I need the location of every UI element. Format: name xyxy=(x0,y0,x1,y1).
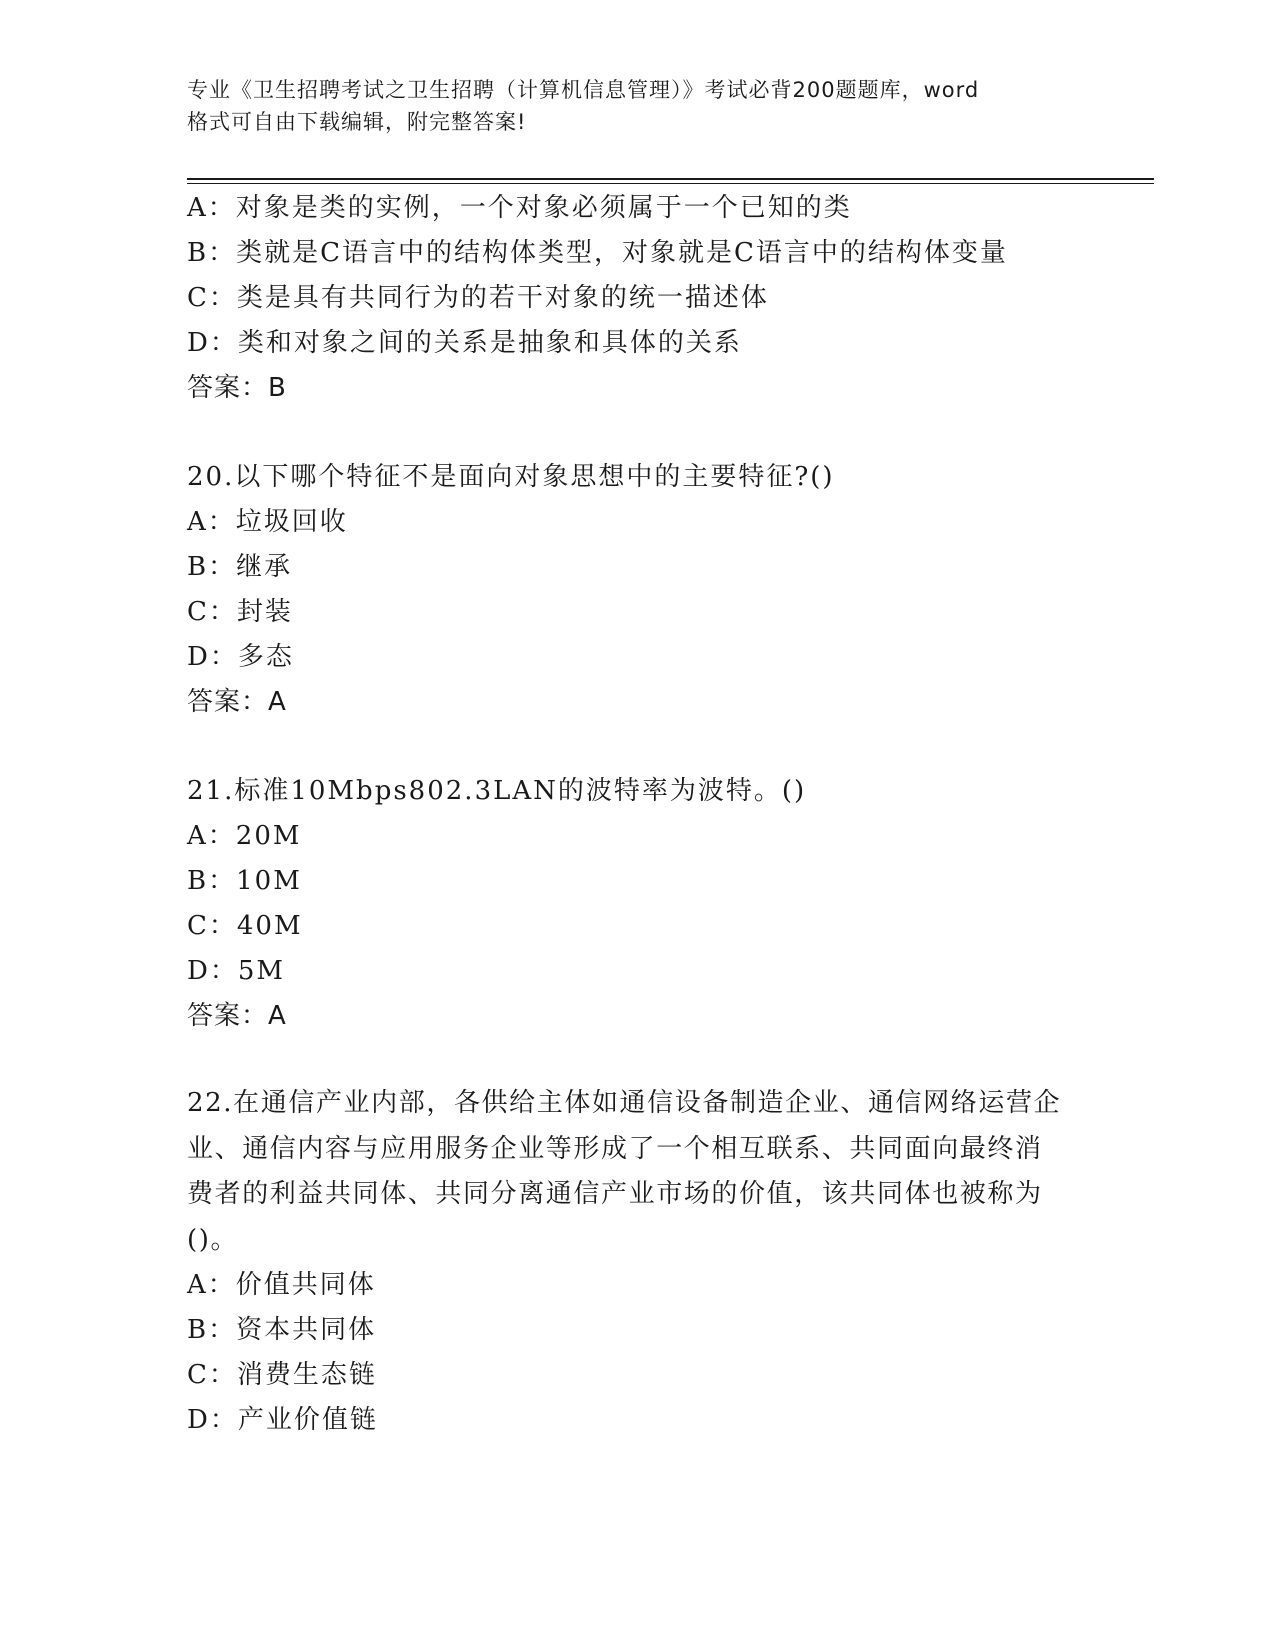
q22-stem: 22.在通信产业内部，各供给主体如通信设备制造企业、通信网络运营企业、通信内容与应用服务企业等形成了一个相互联系、共同面向最终消费者的利益共同体、共同分离通信产业市场的价值，该共同体也被称为()。 xyxy=(187,1088,1062,1255)
q22-option-c: C：消费生态链 xyxy=(187,1360,377,1390)
q19-option-c: C：类是具有共同行为的若干对象的统一描述体 xyxy=(187,283,769,313)
q20-option-d: D：多态 xyxy=(187,642,294,672)
q22-option-d: D：产业价值链 xyxy=(187,1405,378,1435)
q20-option-c: C：封装 xyxy=(187,597,293,627)
q22-option-b: B：资本共同体 xyxy=(187,1315,377,1345)
q19-answer: 答案：B xyxy=(187,373,287,403)
document-header xyxy=(187,74,1087,138)
q21-option-d: D：5M xyxy=(187,956,286,986)
header-divider-thick xyxy=(187,178,1154,180)
q21-option-a: A：20M xyxy=(187,821,302,851)
header-line-1: 专业《卫生招聘考试之卫生招聘（计算机信息管理）》考试必背200题题库，word xyxy=(187,78,980,102)
q22-option-a: A：价值共同体 xyxy=(187,1270,376,1300)
header-line-2: 格式可自由下载编辑，附完整答案! xyxy=(187,110,527,134)
q20-answer: 答案：A xyxy=(187,687,287,717)
q21-stem: 21.标准10Mbps802.3LAN的波特率为波特。() xyxy=(187,776,807,806)
q20-option-b: B：继承 xyxy=(187,552,293,582)
q21-option-b: B：10M xyxy=(187,866,302,896)
q19-option-a: A：对象是类的实例，一个对象必须属于一个已知的类 xyxy=(187,193,852,223)
q20-option-a: A：垃圾回收 xyxy=(187,507,348,537)
header-divider-thin xyxy=(187,183,1154,184)
q19-option-d: D：类和对象之间的关系是抽象和具体的关系 xyxy=(187,328,742,358)
q21-answer: 答案：A xyxy=(187,1001,287,1031)
q20-stem: 20.以下哪个特征不是面向对象思想中的主要特征?() xyxy=(187,462,835,492)
q21-option-c: C：40M xyxy=(187,911,303,941)
q19-option-b: B：类就是C语言中的结构体类型，对象就是C语言中的结构体变量 xyxy=(187,238,1008,268)
